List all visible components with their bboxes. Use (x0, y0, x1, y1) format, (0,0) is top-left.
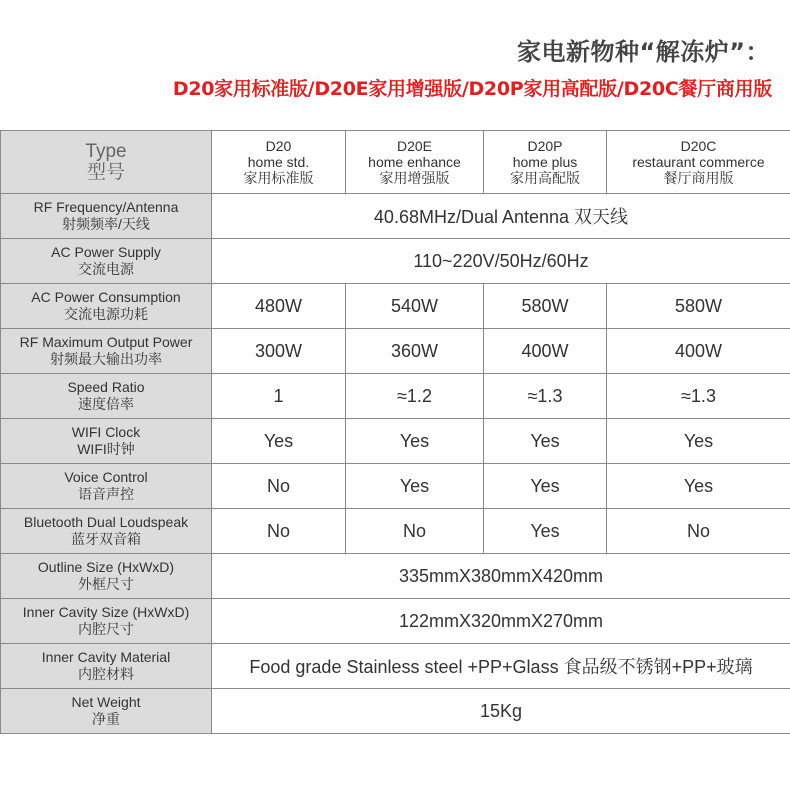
value-cell: No (607, 509, 790, 554)
row-label-zh: WIFI时钟 (77, 441, 135, 457)
row-label-en: AC Power Consumption (31, 289, 181, 305)
table-row (1, 599, 790, 644)
value-cell: 1 (212, 374, 346, 419)
row-label-cell (1, 509, 212, 554)
column-header-zh: 餐厅商用版 (663, 170, 734, 186)
value-cell: Yes (346, 464, 484, 509)
value-cell: Yes (607, 419, 790, 464)
row-label-zh: 射频最大输出功率 (50, 351, 162, 367)
table-row (1, 464, 790, 509)
row-label-en: Outline Size (HxWxD) (37, 559, 175, 575)
column-header-en: home std. (247, 154, 310, 170)
column-header-en: home enhance (368, 154, 461, 170)
row-label-cell (1, 194, 212, 239)
table-row (1, 554, 790, 599)
value-cell: Yes (484, 464, 607, 509)
value-cell: Yes (346, 419, 484, 464)
row-label-cell (1, 689, 212, 734)
value-cell: 360W (346, 329, 484, 374)
table-row (1, 644, 790, 689)
row-label-zh: 交流电源功耗 (64, 306, 148, 322)
column-header-zh: 家用标准版 (243, 170, 314, 186)
row-label-en: Inner Cavity Size (HxWxD) (22, 604, 190, 620)
column-header-en: restaurant commerce (632, 154, 765, 170)
value-cell: No (212, 509, 346, 554)
value-cell: ≈1.3 (607, 374, 790, 419)
row-label-cell (1, 644, 212, 689)
table-row (1, 374, 790, 419)
row-label-cell (1, 284, 212, 329)
merged-value-cell: 335mmX380mmX420mm (212, 554, 790, 599)
merged-value-cell: 15Kg (212, 689, 790, 734)
row-label-en: Inner Cavity Material (41, 649, 171, 665)
row-label-cell (1, 419, 212, 464)
table-row (1, 284, 790, 329)
value-cell: Yes (212, 419, 346, 464)
row-label-zh: 交流电源 (78, 261, 134, 277)
row-label-zh: 蓝牙双音箱 (71, 531, 141, 547)
page-title: 家电新物种“解冻炉”： (516, 38, 770, 66)
row-label-en: WIFI Clock (71, 424, 141, 440)
value-cell: No (212, 464, 346, 509)
row-label-zh: 净重 (92, 711, 120, 727)
type-label-en: Type (85, 141, 127, 162)
row-label-zh: 内腔尺寸 (78, 621, 134, 637)
row-label-en: Bluetooth Dual Loudspeak (23, 514, 189, 530)
column-header-zh: 家用高配版 (510, 170, 580, 186)
table-row (1, 194, 790, 239)
column-header-d20p (484, 131, 607, 194)
merged-value-cell: 122mmX320mmX270mm (212, 599, 790, 644)
row-label-zh: 速度倍率 (78, 396, 134, 412)
value-cell: 400W (607, 329, 790, 374)
value-cell: Yes (607, 464, 790, 509)
column-header-model: D20P (527, 138, 563, 154)
row-label-en: Voice Control (64, 469, 148, 485)
value-cell: ≈1.2 (346, 374, 484, 419)
column-header-d20e (346, 131, 484, 194)
type-label-zh: 型号 (86, 162, 125, 183)
table-row (1, 689, 790, 734)
type-header-cell (1, 131, 212, 194)
column-header-d20 (212, 131, 346, 194)
spec-table (0, 130, 790, 734)
value-cell: Yes (484, 509, 607, 554)
row-label-cell (1, 239, 212, 284)
value-cell: 480W (212, 284, 346, 329)
table-header-row (1, 131, 790, 194)
row-label-en: Speed Ratio (67, 379, 145, 395)
value-cell: 580W (484, 284, 607, 329)
value-cell: 540W (346, 284, 484, 329)
row-label-zh: 射频频率/天线 (62, 216, 150, 232)
column-header-d20c (607, 131, 790, 194)
value-cell: Yes (484, 419, 607, 464)
column-header-model: D20 (265, 138, 292, 154)
row-label-cell (1, 374, 212, 419)
page-subtitle: D20家用标准版/D20E家用增强版/D20P家用高配版/D20C餐厅商用版 (172, 78, 772, 100)
table-row (1, 239, 790, 284)
row-label-en: RF Maximum Output Power (19, 334, 193, 350)
row-label-en: AC Power Supply (51, 244, 161, 260)
row-label-cell (1, 329, 212, 374)
column-header-model: D20E (396, 138, 433, 154)
table-row (1, 509, 790, 554)
column-header-model: D20C (680, 138, 717, 154)
column-header-zh: 家用增强版 (379, 170, 450, 186)
table-row (1, 329, 790, 374)
value-cell: 580W (607, 284, 790, 329)
row-label-en: Net Weight (71, 694, 141, 710)
value-cell: ≈1.3 (484, 374, 607, 419)
value-cell: 400W (484, 329, 607, 374)
value-cell: 300W (212, 329, 346, 374)
table-row (1, 419, 790, 464)
merged-value-cell: 40.68MHz/Dual Antenna 双天线 (212, 194, 790, 239)
merged-value-cell: 110~220V/50Hz/60Hz (212, 239, 790, 284)
column-header-en: home plus (512, 154, 578, 170)
row-label-en: RF Frequency/Antenna (33, 199, 179, 215)
row-label-zh: 内腔材料 (78, 666, 134, 682)
row-label-cell (1, 554, 212, 599)
value-cell: No (346, 509, 484, 554)
row-label-zh: 语音声控 (78, 486, 134, 502)
row-label-zh: 外框尺寸 (78, 576, 134, 592)
row-label-cell (1, 464, 212, 509)
row-label-cell (1, 599, 212, 644)
merged-value-cell: Food grade Stainless steel +PP+Glass 食品级不锈钢+PP+玻璃 (212, 644, 790, 689)
